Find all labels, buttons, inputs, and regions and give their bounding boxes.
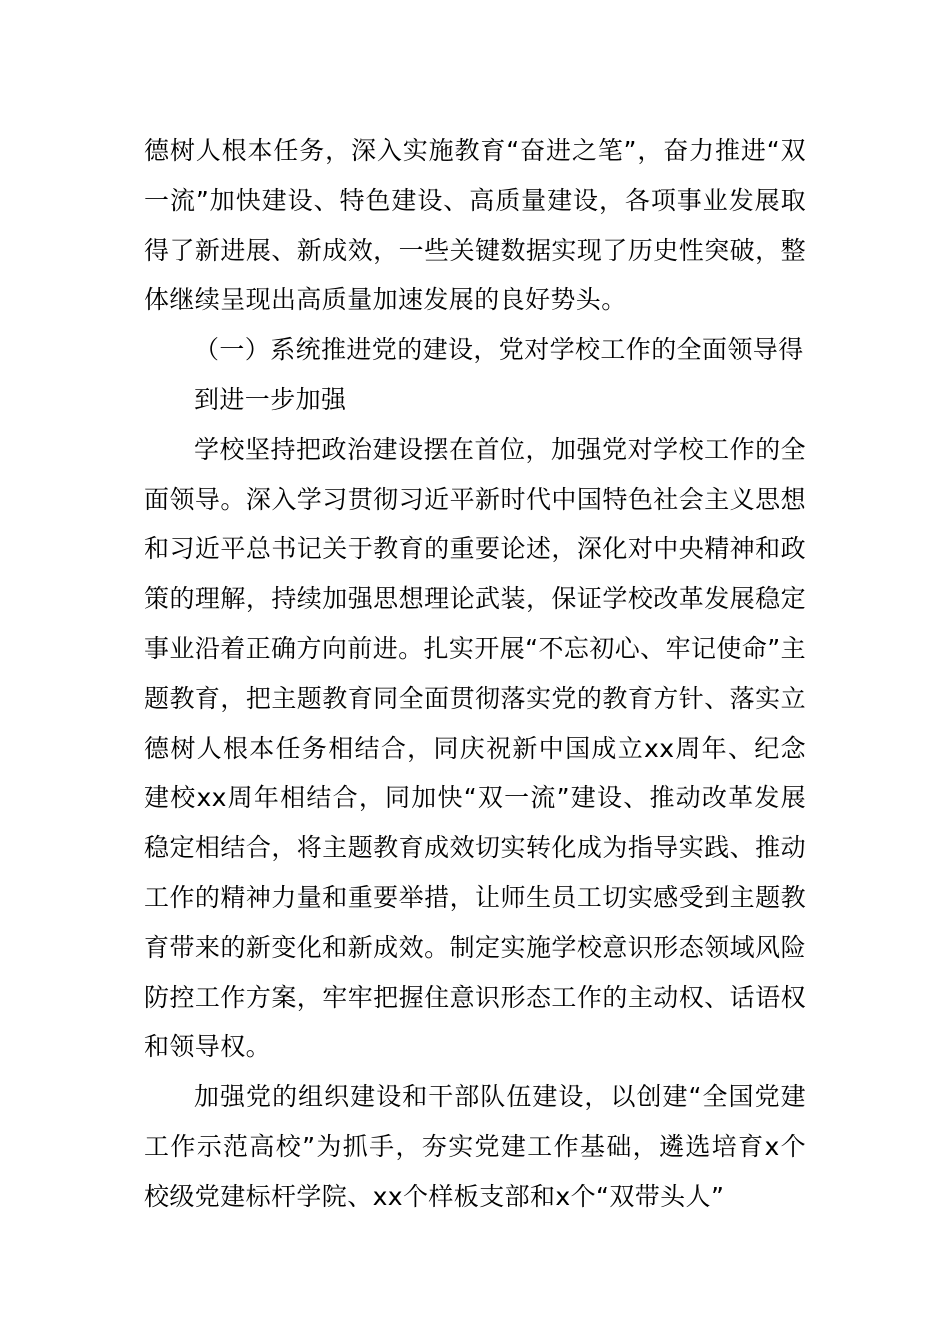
body-paragraph-organization-building: 加强党的组织建设和干部队伍建设，以创建“全国党建工作示范高校”为抓手，夯实党建工作基础，遴选培育x个校级党建标杆学院、xx个样板支部和x个“双带头人”: [144, 1082, 806, 1211]
document-body: [144, 126, 806, 1222]
intro-paragraph: 德树人根本任务，深入实施教育“奋进之笔”，奋力推进“双一流”加快建设、特色建设、高质量建设，各项事业发展取得了新进展、新成效，一些关键数据实现了历史性突破，整体继续呈现出高质量加速发展的良好势头。: [144, 136, 806, 315]
body-paragraph-political-building: 学校坚持把政治建设摆在首位，加强党对学校工作的全面领导。深入学习贯彻习近平新时代中国特色社会主义思想和习近平总书记关于教育的重要论述，深化对中央精神和政策的理解，持续加强思想理论武装，保证学校改革发展稳定事业沿着正确方向前进。扎实开展“不忘初心、牢记使命”主题教育，把主题教育同全面贯彻落实党的教育方针、落实立德树人根本任务相结合，同庆祝新中国成立xx周年、纪念建校xx周年相结合，同加快“双一流”建设、推动改革发展稳定相结合，将主题教育成效切实转化成为指导实践、推动工作的精神力量和重要举措，让师生员工切实感受到主题教育带来的新变化和新成效。制定实施学校意识形态领域风险防控工作方案，牢牢把握住意识形态工作的主动权、话语权和领导权。: [144, 434, 806, 1062]
section-heading: （一）系统推进党的建设，党对学校工作的全面领导得到进一步加强: [194, 335, 804, 414]
